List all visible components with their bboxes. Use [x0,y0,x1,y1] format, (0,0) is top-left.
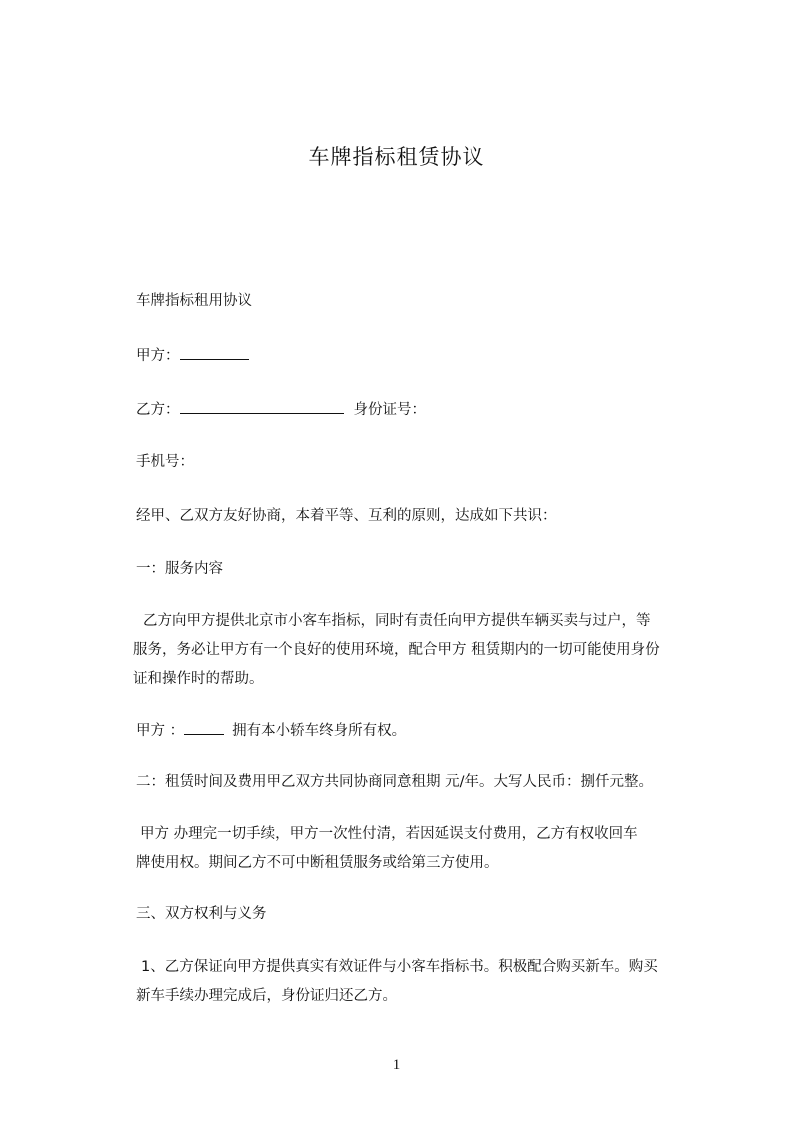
party-a-blank [180,344,249,360]
ownership-line [136,719,406,741]
party-a-label: 甲方： [136,348,180,364]
section-3-heading: 三、双方权利与义务 [136,906,267,922]
section-3-item-1-line-2: 新车手续办理完成后，身份证归还乙方。 [136,988,397,1004]
section-1-heading: 一：服务内容 [136,561,223,577]
id-number-label: 身份证号： [353,402,426,418]
section-1-line-2: 服务，务必让甲方有一个良好的使用环境，配合甲方 租赁期内的一切可能使用身份 [133,642,660,658]
ownership-blank [184,719,224,735]
party-b-line [136,398,426,420]
section-1-line-1: 乙方向甲方提供北京市小客车指标，同时有责任向甲方提供车辆买卖与过户，等 [143,613,651,629]
section-3-item-1 [136,953,704,1011]
section-2-line-1: 甲方 办理完一切手续，甲方一次性付清，若因延误支付费用，乙方有权收回车 [140,826,638,842]
section-2-paragraph [136,820,704,878]
phone-label: 手机号： [136,454,194,470]
section-2-line-2: 牌使用权。期间乙方不可中断租赁服务或给第三方使用。 [136,855,499,871]
document-subtitle: 车牌指标租用协议 [136,293,252,309]
document-title: 车牌指标租赁协议 [308,145,485,169]
ownership-text: 拥有本小轿车终身所有权。 [232,723,407,739]
page-number: 1 [392,1057,401,1073]
section-1-paragraph [133,607,704,694]
section-2-heading: 二：租赁时间及费用甲乙双方共同协商同意租期 元/年。大写人民币：捌仟元整。 [136,774,653,790]
intro-text: 经甲、乙双方友好协商，本着平等、互利的原则，达成如下共识： [136,508,557,524]
ownership-prefix: 甲方 ： [136,723,185,739]
party-b-blank [180,398,344,414]
party-a-line [136,344,249,366]
party-b-label: 乙方： [136,402,180,418]
section-3-item-1-line-1: 1、乙方保证向甲方提供真实有效证件与小客车指标书。积极配合购买新车。购买 [141,959,658,975]
section-1-line-3: 证和操作时的帮助。 [133,671,264,687]
